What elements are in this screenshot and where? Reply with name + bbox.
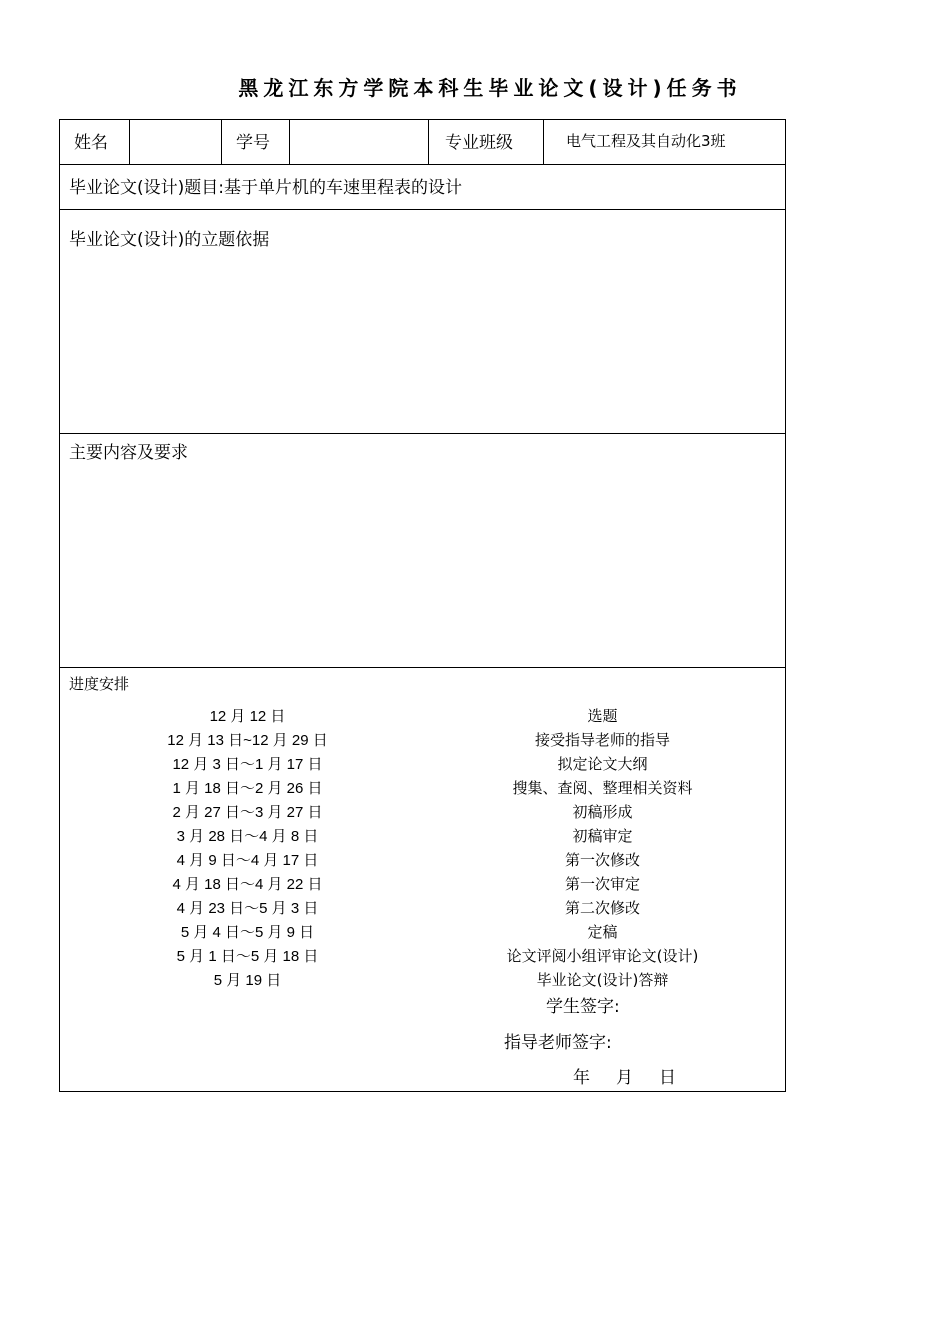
schedule-task: 初稿形成 (572, 803, 633, 821)
content-requirements-label: 主要内容及要求 (69, 443, 188, 463)
schedule-date: 2 月 27 日～3 月 27 日 (172, 804, 323, 821)
major-class-label: 专业班级 (445, 133, 513, 153)
topic-value: 基于单片机的车速里程表的设计 (224, 178, 462, 198)
schedule-date: 5 月 19 日 (213, 972, 282, 989)
student-id-label: 学号 (236, 133, 270, 153)
page-title: 黑龙江东方学院本科生毕业论文(设计)任务书 (238, 76, 742, 100)
schedule-item (60, 753, 785, 777)
date-year-label: 年 (573, 1068, 590, 1088)
divider (428, 120, 429, 164)
schedule-item (60, 801, 785, 825)
signature-date (573, 1063, 676, 1088)
schedule-item (60, 897, 785, 921)
schedule-task: 毕业论文(设计)答辩 (536, 971, 669, 989)
schedule-date: 12 月 3 日～1 月 17 日 (172, 756, 323, 773)
schedule-item (60, 825, 785, 849)
schedule-item (60, 873, 785, 897)
schedule-task: 论文评阅小组评审论文(设计) (506, 947, 699, 965)
schedule-date: 4 月 18 日～4 月 22 日 (172, 876, 323, 893)
divider (129, 120, 130, 164)
divider (60, 433, 785, 434)
schedule-task: 第二次修改 (564, 899, 640, 917)
divider (60, 164, 785, 165)
schedule-task: 接受指导老师的指导 (534, 731, 670, 749)
schedule-date: 3 月 28 日～4 月 8 日 (176, 828, 319, 845)
divider (60, 667, 785, 668)
divider (289, 120, 290, 164)
schedule-date: 1 月 18 日～2 月 26 日 (172, 780, 323, 797)
divider (60, 209, 785, 210)
topic-row (69, 173, 462, 198)
date-month-label: 月 (616, 1068, 633, 1088)
divider (221, 120, 222, 164)
schedule-task: 第一次审定 (564, 875, 640, 893)
schedule-task: 第一次修改 (564, 851, 640, 869)
schedule-date: 12 月 12 日 (209, 708, 286, 725)
schedule-label: 进度安排 (69, 675, 130, 693)
basis-label: 毕业论文(设计)的立题依据 (69, 230, 270, 250)
topic-label: 毕业论文(设计)题目: (69, 178, 224, 198)
schedule-item (60, 849, 785, 873)
advisor-signature-label: 指导老师签字: (504, 1033, 612, 1053)
divider (543, 120, 544, 164)
schedule-item (60, 921, 785, 945)
schedule-task: 拟定论文大纲 (557, 755, 648, 773)
schedule-item (60, 777, 785, 801)
schedule-date: 12 月 13 日~12 月 29 日 (167, 732, 328, 749)
student-signature-label: 学生签字: (546, 997, 620, 1017)
schedule-item (60, 945, 785, 969)
name-label: 姓名 (74, 133, 108, 153)
schedule-item (60, 705, 785, 729)
schedule-task: 初稿审定 (572, 827, 633, 845)
schedule-task: 定稿 (587, 923, 618, 941)
schedule-date: 4 月 9 日～4 月 17 日 (176, 852, 319, 869)
schedule-task: 搜集、查阅、整理相关资料 (512, 779, 693, 797)
task-form (59, 119, 786, 1092)
major-class-value: 电气工程及其自动化3班 (566, 132, 726, 150)
date-day-label: 日 (659, 1068, 676, 1088)
schedule-date: 5 月 1 日～5 月 18 日 (176, 948, 319, 965)
schedule-item (60, 969, 785, 993)
schedule-item (60, 729, 785, 753)
schedule-task: 选题 (587, 707, 618, 725)
schedule-date: 5 月 4 日～5 月 9 日 (180, 924, 315, 941)
schedule-date: 4 月 23 日～5 月 3 日 (176, 900, 319, 917)
